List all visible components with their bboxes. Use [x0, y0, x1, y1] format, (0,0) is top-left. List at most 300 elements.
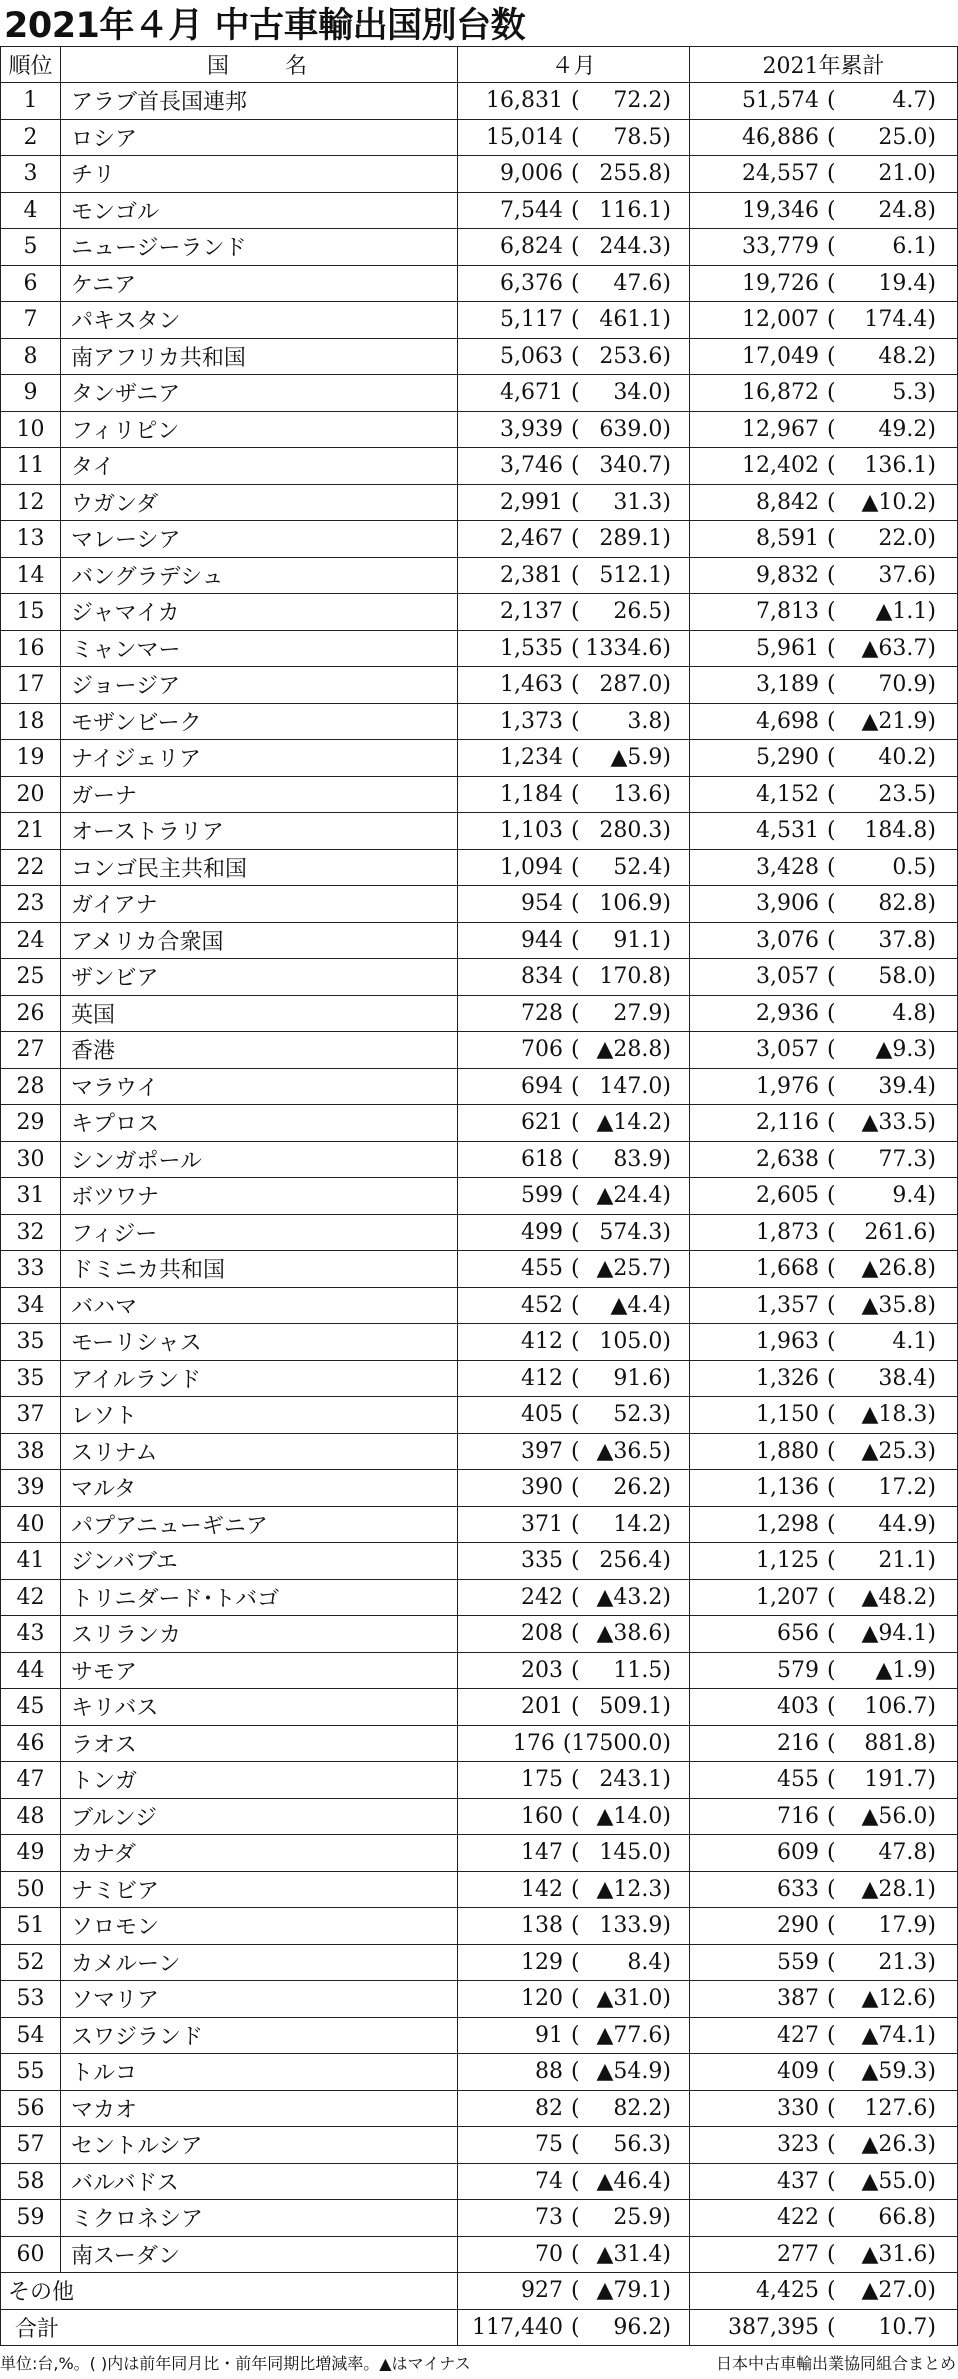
ytd-units: 46,886: [742, 124, 819, 150]
ytd-change: ( 40.2 ): [827, 745, 936, 770]
table-row: [1, 1105, 957, 1142]
ytd-cell: [690, 813, 957, 849]
country-name: モーリシャス: [61, 1324, 458, 1360]
country-name: 英国: [61, 996, 458, 1032]
april-units: 2,137: [500, 599, 563, 625]
ytd-change: ( 4.8 ): [827, 1001, 936, 1026]
ytd-change: ( ▲21.9 ): [827, 709, 936, 734]
rank-cell: 22: [1, 850, 61, 886]
country-name: バハマ: [61, 1288, 458, 1324]
table-row: [1, 1762, 957, 1799]
april-change: ( ▲14.0 ): [571, 1804, 671, 1829]
april-change: ( 287.0 ): [571, 672, 671, 697]
country-name: マラウイ: [61, 1069, 458, 1105]
ytd-cell: [690, 2310, 957, 2346]
april-units: 6,376: [500, 270, 563, 296]
april-change: ( 52.4 ): [571, 855, 671, 880]
april-cell: [458, 83, 690, 119]
ytd-units: 8,842: [756, 489, 819, 515]
april-units: 452: [521, 1292, 563, 1318]
ytd-cell: [690, 996, 957, 1032]
country-name: アイルランド: [61, 1361, 458, 1397]
rank-cell: 11: [1, 448, 61, 484]
rank-cell: 24: [1, 923, 61, 959]
table-row: [1, 1178, 957, 1215]
april-cell: [458, 193, 690, 229]
table-row: [1, 156, 957, 193]
april-change: ( 3.8 ): [571, 709, 671, 734]
ytd-units: 1,125: [756, 1548, 819, 1574]
rank-cell: 19: [1, 740, 61, 776]
rank-cell: 16: [1, 631, 61, 667]
april-change: ( 91.6 ): [571, 1366, 671, 1391]
ytd-units: 7,813: [756, 599, 819, 625]
ytd-units: 1,880: [756, 1438, 819, 1464]
ytd-cell: [690, 375, 957, 411]
april-units: 1,234: [500, 745, 563, 771]
ytd-units: 1,207: [756, 1584, 819, 1610]
table-header-row: [1, 47, 957, 83]
ytd-change: ( 0.5 ): [827, 855, 936, 880]
april-cell: [458, 2200, 690, 2236]
rank-cell: 3: [1, 156, 61, 192]
ytd-cell: [690, 2054, 957, 2090]
ytd-units: 716: [777, 1803, 819, 1829]
april-change: ( 145.0 ): [571, 1840, 671, 1865]
april-units: 412: [521, 1329, 563, 1355]
ytd-cell: [690, 1653, 957, 1689]
ytd-change: ( ▲59.3 ): [827, 2059, 936, 2084]
ytd-cell: [690, 1069, 957, 1105]
april-cell: [458, 1981, 690, 2017]
april-cell: [458, 375, 690, 411]
ytd-change: ( 17.2 ): [827, 1475, 936, 1500]
ytd-cell: [690, 339, 957, 375]
april-change: ( 639.0 ): [571, 417, 671, 442]
ytd-units: 3,428: [756, 854, 819, 880]
april-cell: [458, 1543, 690, 1579]
april-change: ( 31.3 ): [571, 490, 671, 515]
april-units: 82: [535, 2095, 563, 2121]
april-units: 75: [535, 2132, 563, 2158]
april-cell: [458, 631, 690, 667]
april-units: 4,671: [500, 380, 563, 406]
rank-cell: 33: [1, 1251, 61, 1287]
rank-cell: 46: [1, 1726, 61, 1762]
april-cell: [458, 2273, 690, 2309]
ytd-cell: [690, 412, 957, 448]
country-name: トルコ: [61, 2054, 458, 2090]
april-change: ( 574.3 ): [571, 1220, 671, 1245]
april-cell: [458, 850, 690, 886]
ytd-units: 409: [777, 2059, 819, 2085]
table-row: [1, 2237, 957, 2274]
april-change: ( ▲28.8 ): [571, 1037, 671, 1062]
country-name: ガーナ: [61, 777, 458, 813]
ytd-units: 12,007: [742, 307, 819, 333]
april-units: 5,117: [500, 307, 563, 333]
april-units: 927: [521, 2278, 563, 2304]
rank-cell: 9: [1, 375, 61, 411]
table-row: [1, 485, 957, 522]
ytd-cell: [690, 448, 957, 484]
ytd-units: 656: [777, 1621, 819, 1647]
april-units: 91: [535, 2022, 563, 2048]
ytd-units: 427: [777, 2022, 819, 2048]
ytd-change: ( 184.8 ): [827, 818, 936, 843]
table-row: [1, 2054, 957, 2091]
rank-cell: 39: [1, 1470, 61, 1506]
rank-cell: 51: [1, 1908, 61, 1944]
table-row: [1, 229, 957, 266]
table-row: [1, 1507, 957, 1544]
april-cell: [458, 740, 690, 776]
table-row: [1, 996, 957, 1033]
ytd-units: 4,152: [756, 781, 819, 807]
april-change: ( 96.2 ): [571, 2315, 671, 2340]
ytd-cell: [690, 521, 957, 557]
april-units: 390: [521, 1475, 563, 1501]
table-row: [1, 777, 957, 814]
table-row: [1, 1908, 957, 1945]
april-cell: [458, 1434, 690, 1470]
ytd-change: ( 37.6 ): [827, 563, 936, 588]
ytd-units: 1,298: [756, 1511, 819, 1537]
ytd-units: 12,402: [742, 453, 819, 479]
ytd-units: 4,425: [756, 2278, 819, 2304]
ytd-cell: [690, 631, 957, 667]
april-units: 2,381: [500, 562, 563, 588]
rank-cell: 18: [1, 704, 61, 740]
table-row: [1, 704, 957, 741]
ytd-units: 12,967: [742, 416, 819, 442]
country-name: タンザニア: [61, 375, 458, 411]
ytd-cell: [690, 1105, 957, 1141]
ytd-change: ( ▲25.3 ): [827, 1439, 936, 1464]
april-units: 405: [521, 1402, 563, 1428]
april-change: ( ▲24.4 ): [571, 1183, 671, 1208]
april-change: ( ▲46.4 ): [571, 2169, 671, 2194]
april-change: ( 280.3 ): [571, 818, 671, 843]
ytd-units: 323: [777, 2132, 819, 2158]
rank-cell: 37: [1, 1397, 61, 1433]
ytd-change: ( 261.6 ): [827, 1220, 936, 1245]
april-units: 944: [521, 927, 563, 953]
april-change: ( 26.2 ): [571, 1475, 671, 1500]
country-name: キプロス: [61, 1105, 458, 1141]
april-change: ( 1334.6 ): [571, 636, 671, 661]
april-cell: [458, 1945, 690, 1981]
ytd-cell: [690, 266, 957, 302]
ytd-cell: [690, 1981, 957, 2017]
april-change: ( 47.6 ): [571, 271, 671, 296]
ytd-change: ( 23.5 ): [827, 782, 936, 807]
table-body: [1, 83, 957, 2273]
table-row: [1, 1653, 957, 1690]
april-cell: [458, 1872, 690, 1908]
ytd-units: 2,116: [756, 1110, 819, 1136]
ytd-change: ( 37.8 ): [827, 928, 936, 953]
ytd-change: ( 881.8 ): [827, 1731, 936, 1756]
header-country: 国 名: [61, 47, 458, 82]
table-row: [1, 1580, 957, 1617]
april-units: 412: [521, 1365, 563, 1391]
country-name: マカオ: [61, 2091, 458, 2127]
april-cell: [458, 448, 690, 484]
rank-cell: 4: [1, 193, 61, 229]
ytd-change: ( 49.2 ): [827, 417, 936, 442]
ytd-units: 559: [777, 1949, 819, 1975]
april-cell: [458, 229, 690, 265]
country-name: ドミニカ共和国: [61, 1251, 458, 1287]
april-cell: [458, 1105, 690, 1141]
country-name: ケニア: [61, 266, 458, 302]
ytd-units: 51,574: [742, 88, 819, 114]
ytd-change: ( ▲56.0 ): [827, 1804, 936, 1829]
april-units: 16,831: [486, 88, 563, 114]
april-change: ( 243.1 ): [571, 1767, 671, 1792]
rank-cell: 32: [1, 1215, 61, 1251]
april-units: 120: [521, 1986, 563, 2012]
rank-cell: 52: [1, 1945, 61, 1981]
country-name: ラオス: [61, 1726, 458, 1762]
ytd-cell: [690, 1872, 957, 1908]
rank-cell: 44: [1, 1653, 61, 1689]
april-change: ( ▲77.6 ): [571, 2023, 671, 2048]
table-row: [1, 1689, 957, 1726]
ytd-change: ( ▲74.1 ): [827, 2023, 936, 2048]
rank-cell: 40: [1, 1507, 61, 1543]
country-name: アメリカ合衆国: [61, 923, 458, 959]
april-change: ( ▲14.2 ): [571, 1110, 671, 1135]
ytd-units: 9,832: [756, 562, 819, 588]
ytd-cell: [690, 120, 957, 156]
ytd-cell: [690, 1142, 957, 1178]
header-rank: 順位: [1, 47, 61, 82]
april-units: 706: [521, 1037, 563, 1063]
april-change: ( 147.0 ): [571, 1074, 671, 1099]
rank-cell: 23: [1, 886, 61, 922]
ytd-units: 4,698: [756, 708, 819, 734]
april-cell: [458, 1507, 690, 1543]
april-cell: [458, 1835, 690, 1871]
ytd-cell: [690, 2164, 957, 2200]
april-cell: [458, 521, 690, 557]
april-cell: [458, 302, 690, 338]
table-row: [1, 667, 957, 704]
april-units: 242: [521, 1584, 563, 1610]
april-units: 117,440: [472, 2314, 563, 2340]
ytd-change: ( 19.4 ): [827, 271, 936, 296]
rank-cell: 29: [1, 1105, 61, 1141]
april-cell: [458, 886, 690, 922]
april-units: 694: [521, 1073, 563, 1099]
ytd-units: 216: [777, 1730, 819, 1756]
country-name: セントルシア: [61, 2127, 458, 2163]
ytd-cell: [690, 2127, 957, 2163]
country-name: ナミビア: [61, 1872, 458, 1908]
april-cell: [458, 1653, 690, 1689]
ytd-change: ( ▲10.2 ): [827, 490, 936, 515]
rank-cell: 55: [1, 2054, 61, 2090]
rank-cell: 7: [1, 302, 61, 338]
april-change: ( ▲38.6 ): [571, 1621, 671, 1646]
ytd-change: ( 25.0 ): [827, 125, 936, 150]
country-name: ナイジェリア: [61, 740, 458, 776]
ytd-change: ( 39.4 ): [827, 1074, 936, 1099]
ytd-cell: [690, 2273, 957, 2309]
table-row: [1, 266, 957, 303]
april-units: 7,544: [500, 197, 563, 223]
april-units: 208: [521, 1621, 563, 1647]
table-row: [1, 1215, 957, 1252]
april-change: ( 256.4 ): [571, 1548, 671, 1573]
ytd-cell: [690, 1543, 957, 1579]
rank-cell: 6: [1, 266, 61, 302]
april-units: 397: [521, 1438, 563, 1464]
april-cell: [458, 1397, 690, 1433]
ytd-change: ( 21.3 ): [827, 1950, 936, 1975]
april-cell: [458, 1470, 690, 1506]
april-change: ( 34.0 ): [571, 380, 671, 405]
april-change: ( 8.4 ): [571, 1950, 671, 1975]
country-name: マレーシア: [61, 521, 458, 557]
table-row: [1, 558, 957, 595]
rank-cell: 54: [1, 2018, 61, 2054]
rank-cell: 8: [1, 339, 61, 375]
ytd-change: ( 21.1 ): [827, 1548, 936, 1573]
april-change: ( 106.9 ): [571, 891, 671, 916]
country-name: アラブ首長国連邦: [61, 83, 458, 119]
total-row: [1, 2310, 957, 2347]
ytd-change: ( ▲48.2 ): [827, 1585, 936, 1610]
april-cell: [458, 1616, 690, 1652]
ytd-units: 33,779: [742, 234, 819, 260]
april-change: ( ▲25.7 ): [571, 1256, 671, 1281]
april-change: ( 255.8 ): [571, 161, 671, 186]
april-cell: [458, 485, 690, 521]
table-row: [1, 1945, 957, 1982]
country-name: ボツワナ: [61, 1178, 458, 1214]
ytd-cell: [690, 1762, 957, 1798]
april-units: 1,535: [500, 635, 563, 661]
april-change: ( ▲4.4 ): [571, 1293, 671, 1318]
table-row: [1, 1872, 957, 1909]
ytd-change: ( 66.8 ): [827, 2205, 936, 2230]
ytd-cell: [690, 850, 957, 886]
april-units: 455: [521, 1256, 563, 1282]
ytd-units: 4,531: [756, 818, 819, 844]
table-row: [1, 339, 957, 376]
country-name: チリ: [61, 156, 458, 192]
april-cell: [458, 923, 690, 959]
table-row: [1, 1835, 957, 1872]
table-row: [1, 1470, 957, 1507]
ytd-cell: [690, 83, 957, 119]
ytd-change: ( 24.8 ): [827, 198, 936, 223]
country-name: 南スーダン: [61, 2237, 458, 2273]
ytd-change: ( 10.7 ): [827, 2315, 936, 2340]
table-row: [1, 193, 957, 230]
april-cell: [458, 1178, 690, 1214]
others-row: [1, 2273, 957, 2310]
april-cell: [458, 1361, 690, 1397]
ytd-units: 290: [777, 1913, 819, 1939]
april-units: 834: [521, 964, 563, 990]
ytd-units: 2,638: [756, 1146, 819, 1172]
april-change: ( ▲5.9 ): [571, 745, 671, 770]
april-cell: [458, 813, 690, 849]
ytd-units: 3,189: [756, 672, 819, 698]
ytd-units: 3,057: [756, 1037, 819, 1063]
source-note: 日本中古車輸出業協同組合まとめ: [715, 2353, 956, 2373]
ytd-cell: [690, 1361, 957, 1397]
country-name: ザンビア: [61, 959, 458, 995]
country-name: ジャマイカ: [61, 594, 458, 630]
rank-cell: 31: [1, 1178, 61, 1214]
ytd-change: ( 77.3 ): [827, 1147, 936, 1172]
country-name: シンガポール: [61, 1142, 458, 1178]
table-row: [1, 1397, 957, 1434]
ytd-change: ( ▲55.0 ): [827, 2169, 936, 2194]
ytd-units: 1,357: [756, 1292, 819, 1318]
table-row: [1, 120, 957, 157]
ytd-change: ( ▲26.3 ): [827, 2132, 936, 2157]
ytd-cell: [690, 1215, 957, 1251]
rank-cell: 41: [1, 1543, 61, 1579]
ytd-cell: [690, 156, 957, 192]
april-change: ( 340.7 ): [571, 453, 671, 478]
april-change: ( ▲36.5 ): [571, 1439, 671, 1464]
april-change: ( 461.1 ): [571, 307, 671, 332]
ytd-change: ( 174.4 ): [827, 307, 936, 332]
total-label: 合計: [1, 2310, 458, 2346]
april-units: 129: [521, 1949, 563, 1975]
april-units: 1,094: [500, 854, 563, 880]
country-name: スワジランド: [61, 2018, 458, 2054]
table-row: [1, 923, 957, 960]
ytd-cell: [690, 1616, 957, 1652]
country-name: ウガンダ: [61, 485, 458, 521]
april-cell: [458, 1324, 690, 1360]
ytd-change: ( ▲63.7 ): [827, 636, 936, 661]
table-row: [1, 1543, 957, 1580]
ytd-units: 1,963: [756, 1329, 819, 1355]
april-units: 1,373: [500, 708, 563, 734]
april-units: 73: [535, 2205, 563, 2231]
table-row: [1, 83, 957, 120]
country-name: スリナム: [61, 1434, 458, 1470]
country-name: レソト: [61, 1397, 458, 1433]
table-row: [1, 1288, 957, 1325]
table-row: [1, 1361, 957, 1398]
ytd-cell: [690, 193, 957, 229]
ytd-change: ( ▲27.0 ): [827, 2278, 936, 2303]
april-change: ( 25.9 ): [571, 2205, 671, 2230]
april-change: ( 244.3 ): [571, 234, 671, 259]
rank-cell: 20: [1, 777, 61, 813]
april-units: 1,184: [500, 781, 563, 807]
ytd-cell: [690, 229, 957, 265]
rank-cell: 28: [1, 1069, 61, 1105]
ytd-units: 1,873: [756, 1219, 819, 1245]
ytd-units: 1,150: [756, 1402, 819, 1428]
table-row: [1, 375, 957, 412]
country-name: パプアニューギニア: [61, 1507, 458, 1543]
april-cell: [458, 1251, 690, 1287]
ytd-units: 1,668: [756, 1256, 819, 1282]
april-change: ( 289.1 ): [571, 526, 671, 551]
